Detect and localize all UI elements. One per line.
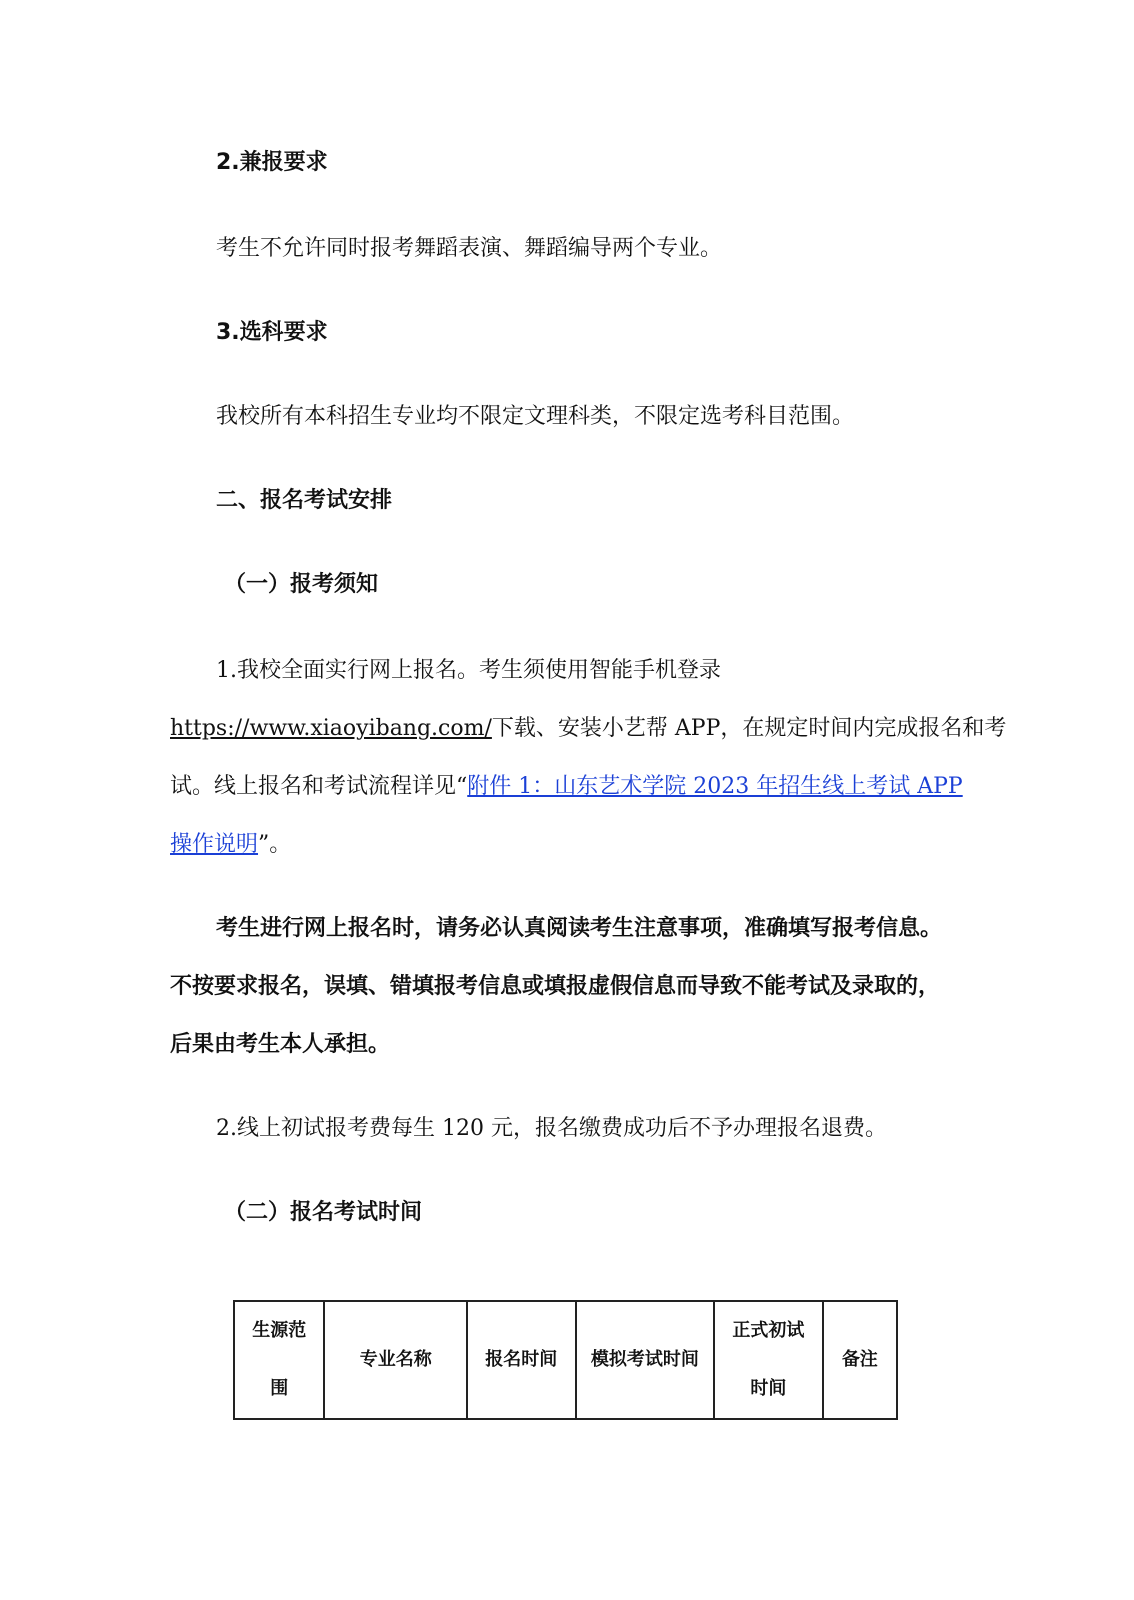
warning-line1: 考生进行网上报名时，请务必认真阅读考生注意事项，准确填写报考信息。: [216, 916, 943, 941]
table-header-row: [234, 1301, 897, 1419]
paragraph-dual-application: 考生不允许同时报考舞蹈表演、舞蹈编导两个专业。: [216, 236, 723, 261]
col-registration-time: 报名时间: [467, 1301, 575, 1419]
subheading-schedule: （二）报名考试时间: [224, 1200, 423, 1225]
subheading-notice: （一）报考须知: [224, 572, 379, 597]
section-heading-dual-application: 2.兼报要求: [216, 150, 328, 175]
col-major-name: 专业名称: [324, 1301, 467, 1419]
attachment1-link[interactable]: 附件 1：山东艺术学院 2023 年招生线上考试 APP: [467, 774, 963, 799]
paragraph-online-line2: [170, 714, 1006, 744]
paragraph-online-line2-text: 下载、安装小艺帮 APP，在规定时间内完成报名和考: [491, 716, 1007, 741]
paragraph-fee: 2.线上初试报考费每生 120 元，报名缴费成功后不予办理报名退费。: [216, 1116, 887, 1141]
warning-line2: 不按要求报名，误填、错填报考信息或填报虚假信息而导致不能考试及录取的，: [170, 974, 941, 999]
app-download-link[interactable]: https://www.xiaoyibang.com/: [170, 716, 492, 741]
part-heading-registration: 二、报名考试安排: [216, 488, 393, 513]
col-source-region: 生源范 围: [234, 1301, 324, 1419]
attachment1-link-continued[interactable]: 操作说明: [170, 832, 259, 857]
col-formal-exam-time: 正式初试 时间: [714, 1301, 822, 1419]
col-remarks: 备注: [823, 1301, 897, 1419]
paragraph-online-line3: [170, 772, 963, 802]
paragraph-online-line1: 1.我校全面实行网上报名。考生须使用智能手机登录: [216, 658, 721, 683]
paragraph-online-line3-text: 试。线上报名和考试流程详见“: [170, 774, 468, 799]
warning-line3: 后果由考生本人承担。: [170, 1032, 391, 1057]
paragraph-subject-selection: 我校所有本科招生专业均不限定文理科类，不限定选考科目范围。: [216, 404, 855, 429]
paragraph-online-line4-text: ”。: [258, 832, 292, 857]
section-heading-subject-selection: 3.选科要求: [216, 320, 328, 345]
col-mock-exam-time: 模拟考试时间: [576, 1301, 715, 1419]
paragraph-online-line4: [170, 830, 291, 860]
schedule-table: [233, 1300, 898, 1420]
